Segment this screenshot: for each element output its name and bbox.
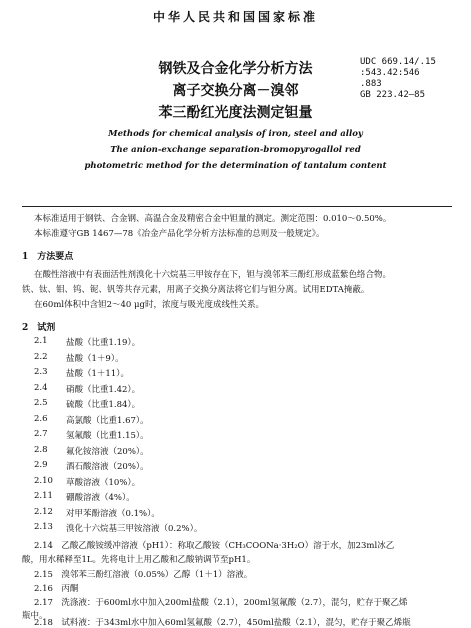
reagent-number: 2.8 — [34, 444, 48, 455]
reagent-number: 2.11 — [34, 491, 53, 501]
section-text: 在酸性溶液中有表面活性剂溴化十六烷基三甲铵存在下，钽与溴邻苯三酚红形成蓝紫色络合物。 — [34, 270, 392, 280]
reagent-item: 2.15 溴邻苯三酚红溶液（0.05%）乙醇（1＋1）溶液。 — [34, 570, 253, 580]
reagent-number: 2.3 — [34, 367, 48, 377]
udc-line: :543.42:546 — [360, 68, 420, 78]
reagent-number: 2.12 — [34, 506, 53, 517]
section-title: 2 试剂 — [22, 323, 56, 333]
reagent-number: 2.10 — [34, 475, 53, 486]
reagent-number: 2.6 — [34, 413, 48, 424]
reagent-number: 2.1 — [34, 336, 48, 346]
title-line: 苯三酚红光度法测定钽量 — [158, 105, 313, 121]
section-text: 铁、钛、钼、钨、铌、钒等共存元素，用离子交换分离法将它们与钽分离。试用EDTA掩蔽。 — [22, 285, 370, 295]
reagent-item: 2.16 丙酮 — [34, 584, 79, 594]
reagent-text: 草酸溶液（10%）。 — [66, 477, 141, 488]
reagent-item: 2.17 洗涤液：于600ml水中加入200ml盐酸（2.1），200ml氢氟酸（2.7），混匀，贮存于聚乙烯 — [34, 598, 408, 608]
intro-paragraph: 本标准遵守GB 1467—78《冶金产品化学分析方法标准的总则及一般规定》。 — [34, 229, 325, 239]
title-line: 钢铁及合金化学分析方法 — [158, 61, 313, 77]
reagent-item-continued: 酸，用水稀释至1L。先将电计上用乙酸和乙酸钠调节至pH1。 — [22, 555, 256, 565]
standard-header: 中华人民共和国国家标准 — [152, 10, 318, 24]
reagent-text: 氟化铵溶液（20%）。 — [66, 446, 149, 457]
reagent-text: 盐酸（比重1.19）。 — [66, 338, 141, 348]
reagent-text: 氢氟酸（比重1.15）。 — [66, 431, 149, 441]
section-title: 1 方法要点 — [22, 252, 74, 262]
reagent-text: 高氯酸（比重1.67）。 — [66, 415, 149, 426]
reagent-text: 盐酸（1＋11）。 — [66, 369, 129, 379]
reagent-number: 2.4 — [34, 382, 48, 393]
reagent-item: 2.14 乙酸乙酸铵缓冲溶液（pH1）：称取乙酸铵（CH₃COONa·3H₂O）溶于水，加23ml冰乙 — [34, 541, 395, 551]
divider — [22, 206, 452, 207]
reagent-text: 硫酸（比重1.84）。 — [66, 400, 141, 410]
gb-number: GB 223.42—85 — [360, 90, 426, 100]
intro-paragraph: 本标准适用于钢铁、合金钢、高温合金及精密合金中钽量的测定。测定范围：0.010～0.50%。 — [34, 214, 392, 224]
reagent-text: 对甲苯酚溶液（0.1%）。 — [66, 508, 160, 519]
english-title-line: photometric method for the determination of tantalum content — [84, 161, 387, 171]
english-title-line: Methods for chemical analysis of iron, steel and alloy — [108, 129, 363, 139]
reagent-text: 盐酸（1＋9）。 — [66, 353, 124, 364]
reagent-text: 酒石酸溶液（20%）。 — [66, 462, 149, 472]
reagent-text: 硼酸溶液（4%）。 — [66, 493, 135, 503]
title-line: 离子交换分离－溴邻 — [172, 83, 299, 99]
reagent-number: 2.2 — [34, 351, 48, 362]
reagent-text: 硝酸（比重1.42）。 — [66, 384, 141, 395]
udc-line: UDC 669.14/.15 — [360, 57, 436, 67]
reagent-item: 2.18 试料液：于343ml水中加入60ml氢氟酸（2.7），450ml盐酸（2.1），混匀，贮存于聚乙烯瓶 — [34, 618, 411, 628]
reagent-item-continued: 瓶中。 — [22, 611, 48, 621]
reagent-text: 溴化十六烷基三甲铵溶液（0.2%）。 — [66, 524, 203, 534]
reagent-number: 2.9 — [34, 460, 48, 470]
english-title-line: The anion-exchange separation-bromopyrogallol red — [110, 145, 361, 155]
udc-line: .883 — [360, 79, 382, 89]
reagent-number: 2.5 — [34, 398, 48, 408]
reagent-number: 2.7 — [34, 429, 48, 439]
section-text: 在60ml体积中含钽2～40 μg时，浓度与吸光度成线性关系。 — [34, 300, 264, 310]
reagent-number: 2.13 — [34, 522, 53, 532]
